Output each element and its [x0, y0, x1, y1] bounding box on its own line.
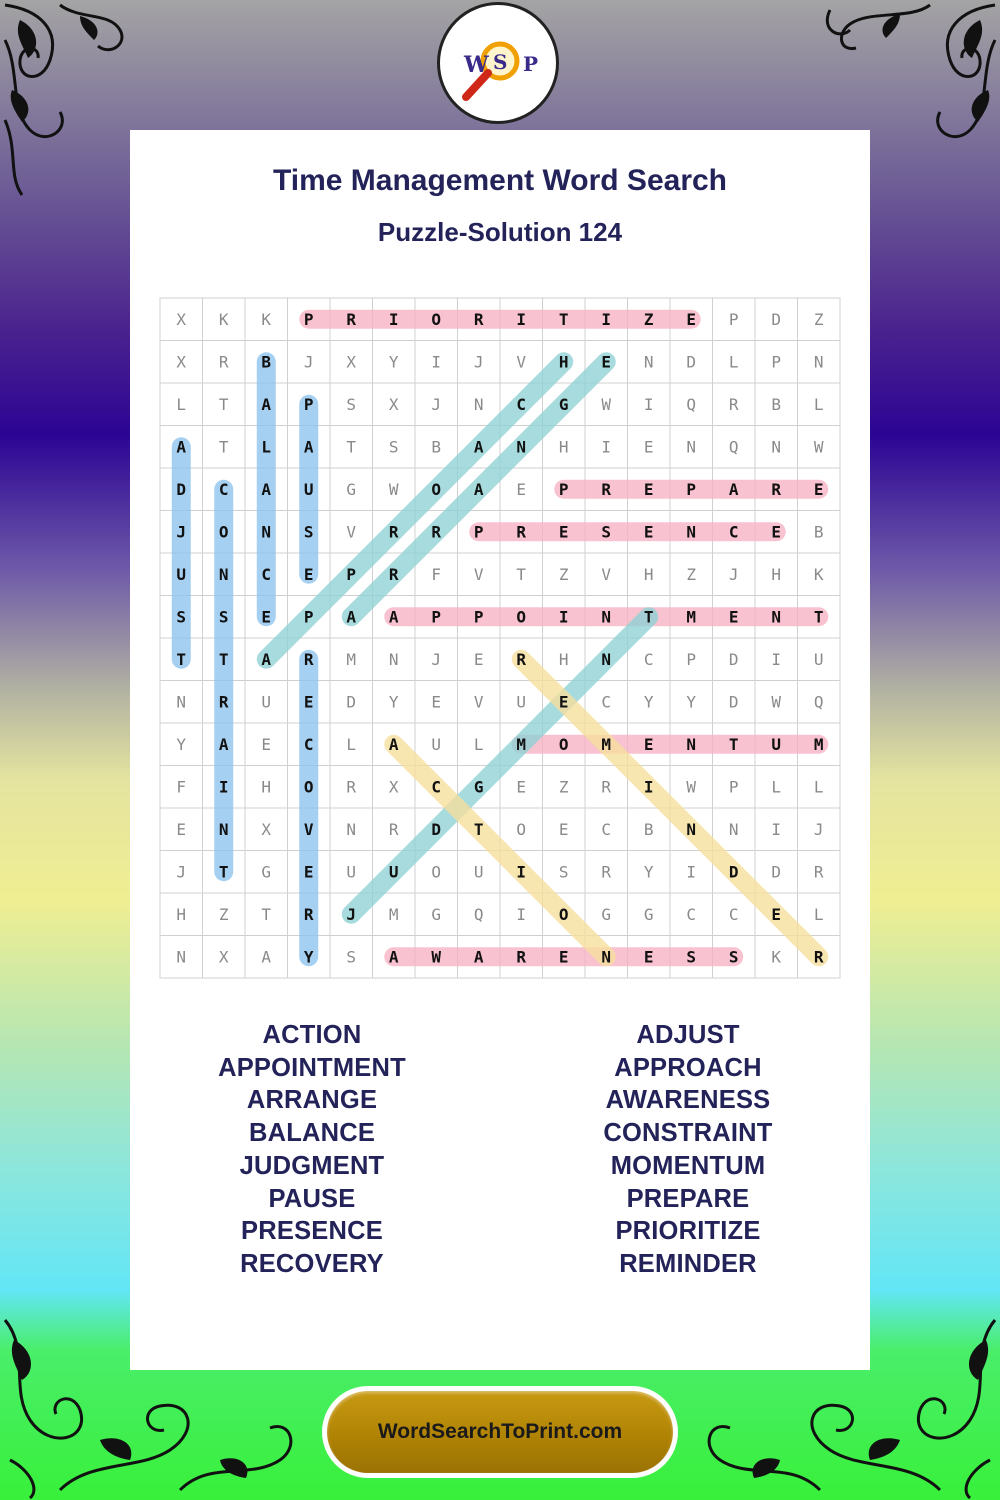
grid-letter[interactable]: D [728, 649, 739, 669]
grid-letter[interactable]: V [516, 352, 527, 372]
grid-letter[interactable]: W [388, 479, 399, 499]
grid-letter[interactable]: Y [686, 692, 697, 712]
grid-letter[interactable]: P [728, 309, 739, 329]
grid-letter-solution[interactable]: E [303, 564, 314, 584]
grid-letter-solution[interactable]: E [643, 947, 654, 967]
grid-letter-solution[interactable]: V [303, 819, 314, 839]
grid-letter[interactable]: H [771, 564, 782, 584]
grid-letter-solution[interactable]: T [218, 862, 229, 882]
grid-letter[interactable]: D [728, 692, 739, 712]
grid-letter[interactable]: N [176, 947, 187, 967]
grid-letter[interactable]: H [558, 649, 569, 669]
grid-letter[interactable]: C [601, 819, 612, 839]
grid-letter[interactable]: P [686, 649, 697, 669]
word-list-item: APPOINTMENT [218, 1053, 406, 1082]
grid-letter-solution[interactable]: A [261, 649, 272, 669]
grid-letter[interactable]: I [516, 904, 527, 924]
grid-letter-solution[interactable]: H [558, 352, 569, 372]
grid-letter-solution[interactable]: M [686, 607, 697, 627]
grid-letter-solution[interactable]: C [218, 479, 229, 499]
grid-letter[interactable]: P [771, 352, 782, 372]
grid-letter-solution[interactable]: N [516, 437, 527, 457]
grid-letter-solution[interactable]: Y [303, 947, 314, 967]
logo-letter-w: W [464, 52, 489, 78]
grid-letter-solution[interactable]: R [431, 522, 442, 542]
grid-letter-solution[interactable]: N [601, 607, 612, 627]
grid-letter-solution[interactable]: A [346, 607, 357, 627]
grid-letter[interactable]: F [176, 777, 187, 797]
grid-letter-solution[interactable]: E [643, 479, 654, 499]
word-list-item: JUDGMENT [239, 1151, 385, 1180]
grid-letter[interactable]: H [176, 904, 187, 924]
grid-letter-solution[interactable]: U [771, 734, 782, 754]
grid-letter[interactable]: B [643, 819, 654, 839]
grid-letter[interactable]: C [686, 904, 697, 924]
grid-letter-solution[interactable]: S [303, 522, 314, 542]
grid-letter[interactable]: X [176, 352, 187, 372]
grid-letter[interactable]: X [218, 947, 229, 967]
grid-letter-solution[interactable]: P [686, 479, 697, 499]
grid-letter[interactable]: Z [813, 309, 824, 329]
grid-letter-solution[interactable]: P [303, 394, 314, 414]
grid-letter[interactable]: B [431, 437, 442, 457]
grid-letter-solution[interactable]: R [601, 479, 612, 499]
grid-letter[interactable]: W [601, 394, 612, 414]
grid-letter-solution[interactable]: A [176, 437, 187, 457]
grid-letter[interactable]: E [516, 479, 527, 499]
word-list-item: ADJUST [636, 1021, 740, 1049]
grid-letter-solution[interactable]: E [558, 522, 569, 542]
grid-letter[interactable]: E [176, 819, 187, 839]
grid-letter-solution[interactable]: A [388, 947, 399, 967]
grid-letter[interactable]: Y [388, 692, 399, 712]
grid-letter-solution[interactable]: R [516, 649, 527, 669]
site-link-label[interactable]: WordSearchToPrint.com [377, 1420, 623, 1443]
grid-letter-solution[interactable]: E [558, 692, 569, 712]
grid-letter[interactable]: I [686, 862, 697, 882]
grid-letter-solution[interactable]: N [261, 522, 272, 542]
grid-letter[interactable]: Y [176, 734, 187, 754]
grid-letter-solution[interactable]: R [218, 692, 229, 712]
grid-letter-solution[interactable]: A [473, 479, 484, 499]
grid-letter[interactable]: Y [643, 692, 654, 712]
grid-letter[interactable]: B [813, 522, 824, 542]
grid-letter[interactable]: Z [218, 904, 229, 924]
grid-letter-solution[interactable]: C [516, 394, 527, 414]
grid-letter[interactable]: U [473, 862, 484, 882]
word-list-item: RECOVERY [240, 1249, 384, 1278]
grid-letter[interactable]: U [261, 692, 272, 712]
grid-letter[interactable]: V [346, 522, 357, 542]
grid-letter[interactable]: U [516, 692, 527, 712]
grid-letter[interactable]: U [346, 862, 357, 882]
grid-letter[interactable]: V [473, 692, 484, 712]
grid-letter-solution[interactable]: G [558, 394, 569, 414]
grid-letter[interactable]: U [813, 649, 824, 669]
grid-letter-solution[interactable]: R [771, 479, 782, 499]
grid-letter-solution[interactable]: E [813, 479, 824, 499]
grid-letter[interactable]: G [346, 479, 357, 499]
grid-letter-solution[interactable]: I [558, 607, 569, 627]
grid-letter-solution[interactable]: A [218, 734, 229, 754]
grid-letter-solution[interactable]: U [176, 564, 187, 584]
grid-letter-solution[interactable]: D [176, 479, 187, 499]
grid-letter[interactable]: W [686, 777, 697, 797]
grid-letter-solution[interactable]: A [261, 479, 272, 499]
grid-letter[interactable]: J [473, 352, 484, 372]
grid-letter[interactable]: K [261, 309, 272, 329]
grid-letter[interactable]: E [473, 649, 484, 669]
grid-letter-solution[interactable]: C [431, 777, 442, 797]
grid-letter[interactable]: R [728, 394, 739, 414]
grid-letter[interactable]: R [601, 862, 612, 882]
grid-letter[interactable]: Z [558, 564, 569, 584]
grid-letter-solution[interactable]: E [601, 352, 612, 372]
grid-letter-solution[interactable]: N [218, 564, 229, 584]
grid-letter[interactable]: V [473, 564, 484, 584]
grid-letter[interactable]: M [346, 649, 357, 669]
grid-letter-solution[interactable]: C [303, 734, 314, 754]
grid-letter-solution[interactable]: A [303, 437, 314, 457]
grid-letter-solution[interactable]: O [558, 734, 569, 754]
grid-letter[interactable]: W [771, 692, 782, 712]
grid-letter[interactable]: X [176, 309, 187, 329]
grid-letter-solution[interactable]: G [473, 777, 484, 797]
grid-letter-solution[interactable]: S [601, 522, 612, 542]
grid-letter[interactable]: N [728, 819, 739, 839]
word-list-item: PAUSE [268, 1184, 356, 1213]
grid-letter[interactable]: N [176, 692, 187, 712]
grid-letter-solution[interactable]: T [643, 607, 654, 627]
grid-letter-solution[interactable]: E [686, 309, 697, 329]
grid-letter-solution[interactable]: P [431, 607, 442, 627]
grid-letter-solution[interactable]: E [261, 607, 272, 627]
grid-letter[interactable]: Q [813, 692, 824, 712]
grid-letter[interactable]: L [813, 777, 824, 797]
grid-letter[interactable]: T [218, 394, 229, 414]
grid-letter-solution[interactable]: T [728, 734, 739, 754]
grid-letter-solution[interactable]: O [431, 309, 442, 329]
grid-letter[interactable]: X [388, 394, 399, 414]
grid-letter[interactable]: I [771, 649, 782, 669]
grid-letter[interactable]: S [346, 947, 357, 967]
grid-letter-solution[interactable]: L [261, 437, 272, 457]
grid-letter[interactable]: T [516, 564, 527, 584]
grid-letter-solution[interactable]: S [176, 607, 187, 627]
grid-letter[interactable]: X [346, 352, 357, 372]
grid-letter[interactable]: R [601, 777, 612, 797]
grid-letter-solution[interactable]: N [218, 819, 229, 839]
grid-letter-solution[interactable]: M [516, 734, 527, 754]
grid-letter[interactable]: L [771, 777, 782, 797]
grid-letter[interactable]: N [346, 819, 357, 839]
grid-letter[interactable]: T [218, 437, 229, 457]
grid-letter-solution[interactable]: E [771, 522, 782, 542]
grid-letter[interactable]: V [601, 564, 612, 584]
grid-letter-solution[interactable]: E [303, 862, 314, 882]
grid-letter[interactable]: N [813, 352, 824, 372]
grid-letter-solution[interactable]: E [728, 607, 739, 627]
grid-letter-solution[interactable]: C [728, 522, 739, 542]
grid-letter-solution[interactable]: P [558, 479, 569, 499]
grid-letter-solution[interactable]: D [431, 819, 442, 839]
grid-letter[interactable]: T [346, 437, 357, 457]
grid-letter[interactable]: J [303, 352, 314, 372]
grid-letter[interactable]: J [176, 862, 187, 882]
grid-letter[interactable]: G [601, 904, 612, 924]
grid-letter[interactable]: O [516, 819, 527, 839]
word-list-item: MOMENTUM [610, 1151, 766, 1180]
grid-letter[interactable]: S [388, 437, 399, 457]
grid-letter-solution[interactable]: P [473, 607, 484, 627]
grid-letter-solution[interactable]: I [516, 862, 527, 882]
grid-letter[interactable]: D [686, 352, 697, 372]
grid-letter-solution[interactable]: T [218, 649, 229, 669]
grid-letter-solution[interactable]: E [303, 692, 314, 712]
grid-letter[interactable]: U [431, 734, 442, 754]
grid-letter[interactable]: E [431, 692, 442, 712]
grid-letter[interactable]: C [643, 649, 654, 669]
grid-letter-solution[interactable]: R [473, 309, 484, 329]
grid-letter-solution[interactable]: N [686, 734, 697, 754]
grid-letter[interactable]: T [261, 904, 272, 924]
grid-letter[interactable]: E [516, 777, 527, 797]
grid-letter-solution[interactable]: I [601, 309, 612, 329]
grid-letter[interactable]: Q [686, 394, 697, 414]
grid-letter[interactable]: J [728, 564, 739, 584]
grid-letter-solution[interactable]: T [473, 819, 484, 839]
grid-letter-solution[interactable]: A [388, 607, 399, 627]
grid-letter[interactable]: W [813, 437, 824, 457]
grid-letter[interactable]: F [431, 564, 442, 584]
grid-letter[interactable]: Y [643, 862, 654, 882]
grid-letter[interactable]: G [643, 904, 654, 924]
grid-letter[interactable]: I [431, 352, 442, 372]
word-list-item: BALANCE [248, 1119, 376, 1148]
grid-letter[interactable]: S [346, 394, 357, 414]
grid-letter[interactable]: E [261, 734, 272, 754]
grid-letter-solution[interactable]: S [218, 607, 229, 627]
word-list-item: CONSTRAINT [603, 1119, 773, 1148]
word-list-item: APPROACH [614, 1053, 762, 1082]
grid-letter[interactable]: S [558, 862, 569, 882]
logo-letter-p: P [523, 52, 539, 76]
grid-letter[interactable]: N [643, 352, 654, 372]
grid-letter[interactable]: M [388, 904, 399, 924]
grid-letter-solution[interactable]: R [813, 947, 824, 967]
grid-letter[interactable]: N [771, 437, 782, 457]
grid-letter[interactable]: L [473, 734, 484, 754]
grid-letter[interactable]: Q [728, 437, 739, 457]
word-list-item: PRIORITIZE [615, 1217, 761, 1246]
grid-letter-solution[interactable]: N [686, 522, 697, 542]
grid-letter[interactable]: K [218, 309, 229, 329]
grid-letter-solution[interactable]: I [218, 777, 229, 797]
grid-letter-solution[interactable]: R [516, 522, 527, 542]
word-list-item: ACTION [262, 1021, 362, 1049]
grid-letter-solution[interactable]: U [388, 862, 399, 882]
word-list-item: REMINDER [619, 1249, 757, 1278]
grid-letter[interactable]: L [346, 734, 357, 754]
grid-letter[interactable]: H [558, 437, 569, 457]
grid-letter[interactable]: Z [686, 564, 697, 584]
grid-letter-solution[interactable]: P [303, 607, 314, 627]
grid-letter-solution[interactable]: A [261, 394, 272, 414]
page-title: Time Management Word Search [272, 164, 727, 197]
grid-letter[interactable]: L [813, 394, 824, 414]
grid-letter[interactable]: N [686, 437, 697, 457]
grid-letter[interactable]: C [728, 904, 739, 924]
grid-letter-solution[interactable]: N [771, 607, 782, 627]
grid-letter[interactable]: R [388, 819, 399, 839]
grid-letter-solution[interactable]: A [388, 734, 399, 754]
grid-letter[interactable]: J [431, 649, 442, 669]
grid-letter-solution[interactable]: B [261, 352, 272, 372]
grid-letter-solution[interactable]: M [813, 734, 824, 754]
grid-letter[interactable]: I [643, 394, 654, 414]
grid-letter-solution[interactable]: N [601, 649, 612, 669]
grid-letter-solution[interactable]: T [176, 649, 187, 669]
grid-letter[interactable]: H [261, 777, 272, 797]
grid-letter-solution[interactable]: O [558, 904, 569, 924]
word-list-item: AWARENESS [605, 1086, 771, 1115]
grid-letter-solution[interactable]: O [303, 777, 314, 797]
grid-letter[interactable]: Q [473, 904, 484, 924]
word-list-item: ARRANGE [246, 1086, 378, 1115]
grid-letter-solution[interactable]: P [346, 564, 357, 584]
grid-letter[interactable]: R [218, 352, 229, 372]
grid-letter-solution[interactable]: R [303, 649, 314, 669]
grid-letter-solution[interactable]: O [218, 522, 229, 542]
grid-letter[interactable]: A [261, 947, 272, 967]
logo-letter-s: S [493, 50, 508, 74]
grid-letter-solution[interactable]: D [728, 862, 739, 882]
grid-letter-solution[interactable]: O [516, 607, 527, 627]
grid-letter-solution[interactable]: P [303, 309, 314, 329]
grid-letter-solution[interactable]: E [643, 734, 654, 754]
grid-letter[interactable]: X [261, 819, 272, 839]
grid-letter-solution[interactable]: J [346, 904, 357, 924]
grid-letter-solution[interactable]: W [431, 947, 442, 967]
grid-letter-solution[interactable]: S [728, 947, 739, 967]
grid-letter[interactable]: E [558, 819, 569, 839]
grid-letter-solution[interactable]: I [643, 777, 654, 797]
grid-letter[interactable]: R [813, 862, 824, 882]
grid-letter-solution[interactable]: P [473, 522, 484, 542]
grid-letter[interactable]: K [813, 564, 824, 584]
grid-letter[interactable]: L [813, 904, 824, 924]
grid-letter-solution[interactable]: A [473, 437, 484, 457]
grid-letter[interactable]: G [261, 862, 272, 882]
grid-letter[interactable]: D [346, 692, 357, 712]
grid-letter[interactable]: I [771, 819, 782, 839]
grid-letter[interactable]: G [431, 904, 442, 924]
word-list-left [162, 1019, 462, 1281]
grid-letter[interactable]: K [771, 947, 782, 967]
grid-letter[interactable]: E [643, 437, 654, 457]
grid-letter-solution[interactable]: A [473, 947, 484, 967]
word-list-right [538, 1019, 838, 1281]
grid-letter-solution[interactable]: Z [643, 309, 654, 329]
grid-letter-solution[interactable]: J [176, 522, 187, 542]
grid-letter[interactable]: H [643, 564, 654, 584]
grid-letter[interactable]: J [431, 394, 442, 414]
grid-letter-solution[interactable]: R [388, 522, 399, 542]
page-subtitle: Puzzle-Solution 124 [377, 217, 623, 247]
grid-letter-solution[interactable]: T [558, 309, 569, 329]
grid-letter[interactable]: I [601, 437, 612, 457]
grid-letter[interactable]: J [813, 819, 824, 839]
grid-letter[interactable]: D [771, 309, 782, 329]
grid-letter[interactable]: D [771, 862, 782, 882]
grid-letter[interactable]: R [346, 777, 357, 797]
grid-letter-solution[interactable]: M [601, 734, 612, 754]
grid-letter-solution[interactable]: E [771, 904, 782, 924]
grid-letter[interactable]: N [473, 394, 484, 414]
grid-letter-solution[interactable]: E [643, 522, 654, 542]
grid-letter-solution[interactable]: A [728, 479, 739, 499]
grid-letter-solution[interactable]: T [813, 607, 824, 627]
grid-letter[interactable]: C [601, 692, 612, 712]
grid-letter[interactable]: B [771, 394, 782, 414]
grid-letter[interactable]: P [728, 777, 739, 797]
grid-letter-solution[interactable]: N [686, 819, 697, 839]
word-list-item: PREPARE [626, 1184, 750, 1213]
word-list-item: PRESENCE [241, 1217, 383, 1246]
grid-letter[interactable]: Y [388, 352, 399, 372]
grid-letter-solution[interactable]: R [516, 947, 527, 967]
grid-letter[interactable]: X [388, 777, 399, 797]
grid-letter[interactable]: L [728, 352, 739, 372]
grid-letter-solution[interactable]: E [558, 947, 569, 967]
grid-letter-solution[interactable]: R [346, 309, 357, 329]
grid-letter[interactable]: L [176, 394, 187, 414]
grid-letter-solution[interactable]: N [601, 947, 612, 967]
grid-letter-solution[interactable]: O [431, 479, 442, 499]
grid-letter-solution[interactable]: S [686, 947, 697, 967]
grid-letter-solution[interactable]: C [261, 564, 272, 584]
grid-letter[interactable]: Z [558, 777, 569, 797]
grid-letter-solution[interactable]: R [388, 564, 399, 584]
grid-letter[interactable]: N [388, 649, 399, 669]
grid-letter[interactable]: O [431, 862, 442, 882]
grid-letter-solution[interactable]: U [303, 479, 314, 499]
grid-letter-solution[interactable]: I [388, 309, 399, 329]
grid-letter-solution[interactable]: R [303, 904, 314, 924]
grid-letter-solution[interactable]: I [516, 309, 527, 329]
